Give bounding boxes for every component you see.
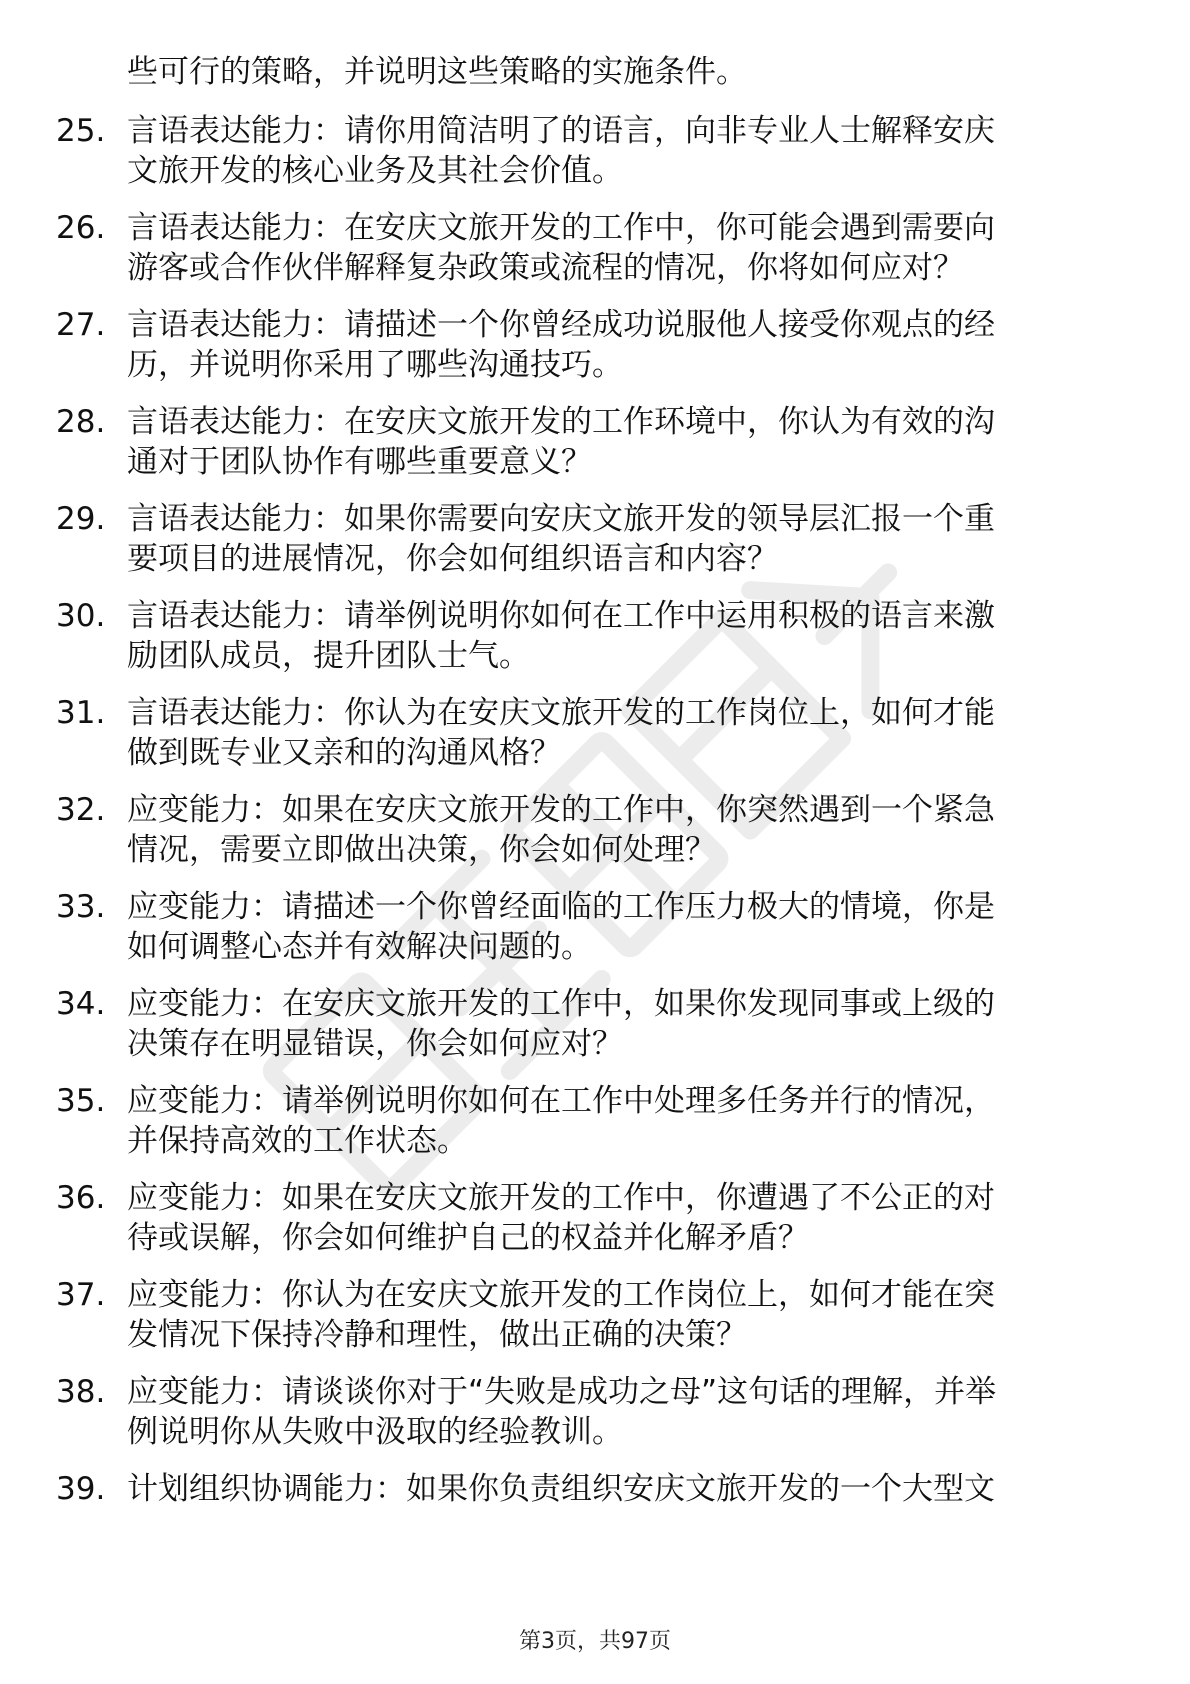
question-text-line: 言语表达能力：在安庆文旅开发的工作环境中，你认为有效的沟	[127, 404, 995, 440]
question-text	[127, 596, 1127, 676]
question-text-line: 并保持高效的工作状态。	[127, 1123, 468, 1159]
question-number: 31.	[56, 695, 106, 731]
question-number: 30.	[56, 598, 106, 634]
question-text	[127, 305, 1127, 385]
question-number: 25.	[56, 113, 106, 149]
page-footer: 第3页，共97页	[519, 1629, 671, 1654]
question-text-line: 情况，需要立即做出决策，你会如何处理？	[127, 832, 716, 868]
question-text-line: 励团队成员，提升团队士气。	[127, 638, 530, 674]
question-text-line: 要项目的进展情况，你会如何组织语言和内容？	[127, 541, 778, 577]
question-text	[127, 887, 1127, 967]
question-number: 34.	[56, 986, 106, 1022]
question-text-line: 言语表达能力：请描述一个你曾经成功说服他人接受你观点的经	[127, 307, 995, 343]
question-text	[127, 984, 1127, 1064]
question-text	[127, 208, 1127, 288]
question-text	[127, 693, 1127, 773]
question-number: 36.	[56, 1180, 106, 1216]
question-text-line: 游客或合作伙伴解释复杂政策或流程的情况，你将如何应对？	[127, 250, 964, 286]
question-number: 26.	[56, 210, 106, 246]
question-text-line: 文旅开发的核心业务及其社会价值。	[127, 153, 623, 189]
question-number: 28.	[56, 404, 106, 440]
question-text	[127, 790, 1127, 870]
question-text-line: 言语表达能力：请你用简洁明了的语言，向非专业人士解释安庆	[127, 113, 995, 149]
question-text-line: 发情况下保持冷静和理性，做出正确的决策？	[127, 1317, 747, 1353]
question-text	[127, 402, 1127, 482]
question-text-line: 应变能力：请谈谈你对于“失败是成功之母”这句话的理解，并举	[127, 1374, 997, 1410]
question-text-line: 计划组织协调能力：如果你负责组织安庆文旅开发的一个大型文	[127, 1471, 995, 1507]
question-number: 37.	[56, 1277, 106, 1313]
question-text	[127, 1372, 1127, 1452]
question-number: 38.	[56, 1374, 106, 1410]
question-text-line: 言语表达能力：在安庆文旅开发的工作中，你可能会遇到需要向	[127, 210, 995, 246]
question-number: 33.	[56, 889, 106, 925]
question-text-line: 通对于团队协作有哪些重要意义？	[127, 444, 592, 480]
question-text-line: 言语表达能力：你认为在安庆文旅开发的工作岗位上，如何才能	[127, 695, 995, 731]
question-text-line: 历，并说明你采用了哪些沟通技巧。	[127, 347, 623, 383]
question-text-line: 应变能力：你认为在安庆文旅开发的工作岗位上，如何才能在突	[127, 1277, 995, 1313]
question-text-line: 例说明你从失败中汲取的经验教训。	[127, 1414, 623, 1450]
question-number: 32.	[56, 792, 106, 828]
question-text-line: 应变能力：请举例说明你如何在工作中处理多任务并行的情况，	[127, 1083, 995, 1119]
question-text-line: 言语表达能力：请举例说明你如何在工作中运用积极的语言来激	[127, 598, 995, 634]
question-text-line: 应变能力：在安庆文旅开发的工作中，如果你发现同事或上级的	[127, 986, 995, 1022]
question-number: 35.	[56, 1083, 106, 1119]
question-number: 29.	[56, 501, 106, 537]
question-text-line: 做到既专业又亲和的沟通风格？	[127, 735, 561, 771]
question-text-line: 言语表达能力：如果你需要向安庆文旅开发的领导层汇报一个重	[127, 501, 995, 537]
question-text-line: 应变能力：如果在安庆文旅开发的工作中，你突然遇到一个紧急	[127, 792, 995, 828]
question-text-line: 应变能力：如果在安庆文旅开发的工作中，你遭遇了不公正的对	[127, 1180, 995, 1216]
question-text	[127, 499, 1127, 579]
question-text-line: 如何调整心态并有效解决问题的。	[127, 929, 592, 965]
question-text	[127, 1178, 1127, 1258]
question-number: 27.	[56, 307, 106, 343]
question-text-line: 应变能力：请描述一个你曾经面临的工作压力极大的情境，你是	[127, 889, 995, 925]
question-text-line: 决策存在明显错误，你会如何应对？	[127, 1026, 623, 1062]
question-text-line: 待或误解，你会如何维护自己的权益并化解矛盾？	[127, 1220, 809, 1256]
question-number: 39.	[56, 1471, 106, 1507]
question-text	[127, 111, 1127, 191]
question-text	[127, 1275, 1127, 1355]
question-text	[127, 1081, 1127, 1161]
continuation-line: 些可行的策略，并说明这些策略的实施条件。	[127, 54, 747, 90]
question-text	[127, 1469, 1127, 1509]
